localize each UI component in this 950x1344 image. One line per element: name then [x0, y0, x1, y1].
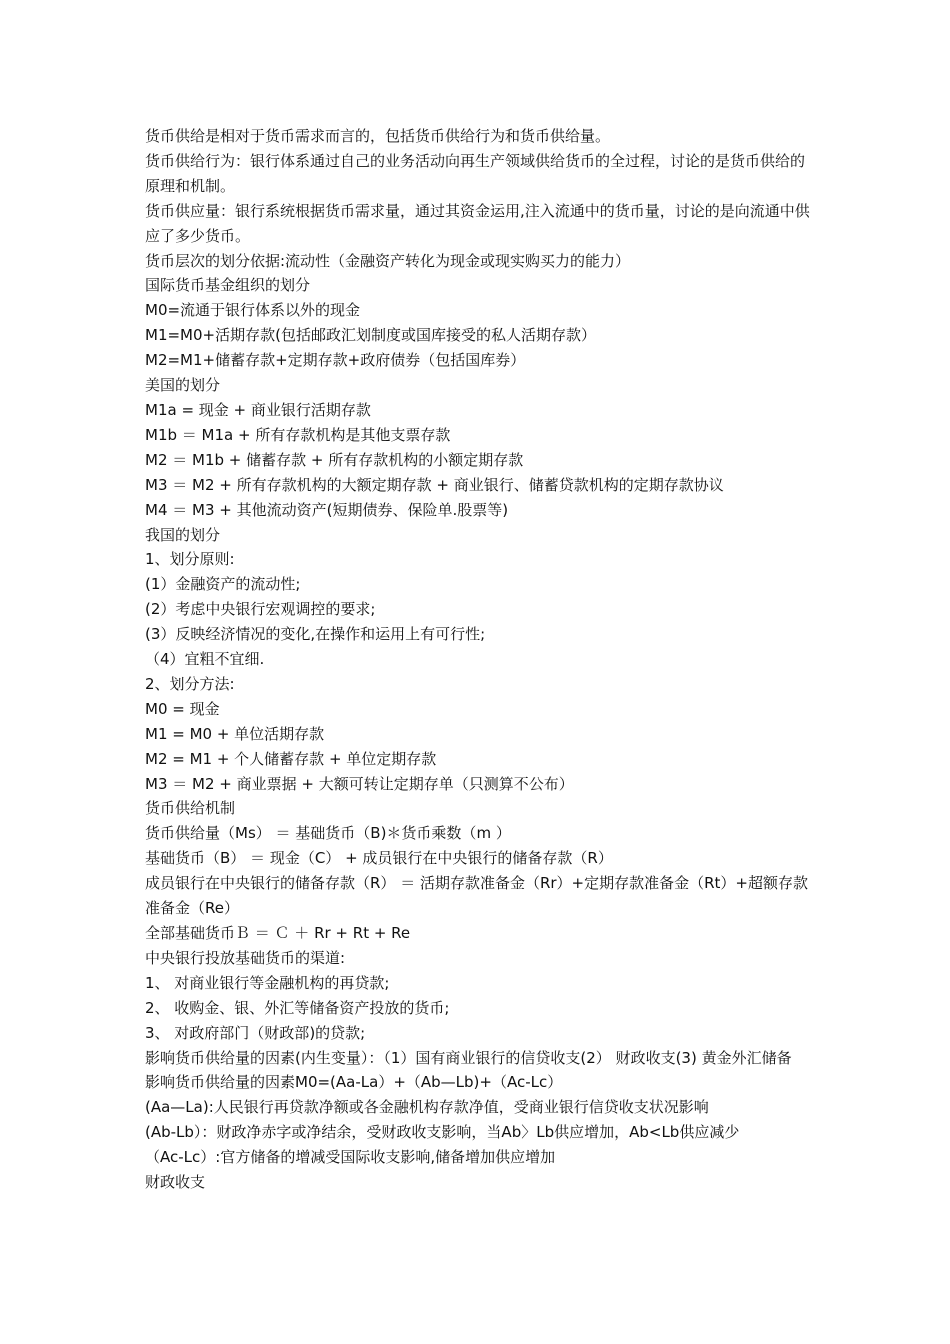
text-line: （4）宜粗不宜细.: [145, 650, 265, 669]
text-line: M1b ＝ M1a + 所有存款机构是其他支票存款: [145, 425, 451, 444]
text-line: (2）考虑中央银行宏观调控的要求;: [145, 600, 376, 619]
text-line: M3 ＝ M2 + 所有存款机构的大额定期存款 + 商业银行、储蓄贷款机构的定期存款协议: [145, 475, 724, 494]
text-line: M0=流通于银行体系以外的现金: [145, 301, 361, 320]
text-line: 中央银行投放基础货币的渠道:: [145, 948, 346, 967]
text-line: 影响货币供给量的因素(内生变量）：（1）国有商业银行的信贷收支(2） 财政收支(3) 黄金外汇储备: [145, 1048, 792, 1067]
text-line: 1、划分原则:: [145, 550, 235, 569]
text-line: 货币供给是相对于货币需求而言的，包括货币供给行为和货币供给量。: [145, 127, 611, 145]
text-line: 2、划分方法:: [145, 674, 235, 693]
section-heading: 财政收支: [145, 1173, 206, 1192]
text-line: M4 ＝ M3 + 其他流动资产(短期债券、保险单.股票等): [145, 500, 509, 519]
text-line: 3、 对政府部门（财政部)的贷款;: [145, 1023, 366, 1042]
section-heading: 国际货币基金组织的划分: [145, 276, 311, 295]
document-body: [145, 124, 813, 1195]
text-line: M0 = 现金: [145, 699, 220, 718]
section-heading: 美国的划分: [145, 376, 221, 395]
text-line: M1a = 现金 + 商业银行活期存款: [145, 400, 371, 419]
text-line: （Ac-Lc）:官方储备的增减受国际收支影响,储备增加供应增加: [145, 1148, 556, 1167]
text-line: 1、 对商业银行等金融机构的再贷款;: [145, 973, 390, 992]
text-line: 影响货币供给量的因素M0=(Aa-La）+（Ab—Lb)+（Ac-Lc）: [145, 1073, 563, 1092]
text-line: M3 ＝ M2 + 商业票据 + 大额可转让定期存单（只测算不公布）: [145, 774, 574, 793]
text-line: (Aa—La):人民银行再贷款净额或各金融机构存款净值，受商业银行信贷收支状况影响: [145, 1098, 709, 1117]
text-line: M1 = M0 + 单位活期存款: [145, 724, 325, 743]
section-heading: 货币供给机制: [145, 799, 236, 818]
section-heading: 我国的划分: [145, 525, 221, 544]
text-line: (3）反映经济情况的变化,在操作和运用上有可行性;: [145, 625, 486, 644]
text-line: (1）金融资产的流动性;: [145, 575, 301, 594]
text-line: M2 ＝ M1b + 储蓄存款 + 所有存款机构的小额定期存款: [145, 450, 524, 469]
text-line: 货币供给量（Ms） ＝ 基础货币（B)＊货币乘数（m ）: [145, 824, 511, 843]
text-line: 基础货币（B） ＝ 现金（C） + 成员银行在中央银行的储备存款（R）: [145, 849, 613, 868]
text-line: 货币供应量：银行系统根据货币需求量，通过其资金运用,注入流通中的货币量，讨论的是向流通中供应了多少货币。: [145, 201, 810, 245]
text-line: M1=M0+活期存款(包括邮政汇划制度或国库接受的私人活期存款）: [145, 326, 596, 345]
text-line: (Ab-Lb）：财政净赤字或净结余，受财政收支影响，当Ab〉Lb供应增加，Ab<Lb供应减少: [145, 1123, 740, 1142]
text-line: M2 = M1 + 个人储蓄存款 + 单位定期存款: [145, 749, 437, 768]
text-line: 货币层次的划分依据:流动性（金融资产转化为现金或现实购买力的能力）: [145, 251, 631, 270]
text-line: 2、 收购金、银、外汇等储备资产投放的货币;: [145, 998, 450, 1017]
text-line: M2=M1+储蓄存款+定期存款+政府债券（包括国库券）: [145, 351, 526, 370]
text-line: 全部基础货币Ｂ ＝ Ｃ ＋ Rr + Rt + Re: [145, 924, 411, 942]
text-line: 成员银行在中央银行的储备存款（R） ＝ 活期存款准备金（Rr）+定期存款准备金（Rt）+超额存款准备金（Re）: [145, 874, 808, 918]
text-line: 货币供给行为：银行体系通过自己的业务活动向再生产领域供给货币的全过程，讨论的是货币供给的原理和机制。: [145, 151, 806, 195]
